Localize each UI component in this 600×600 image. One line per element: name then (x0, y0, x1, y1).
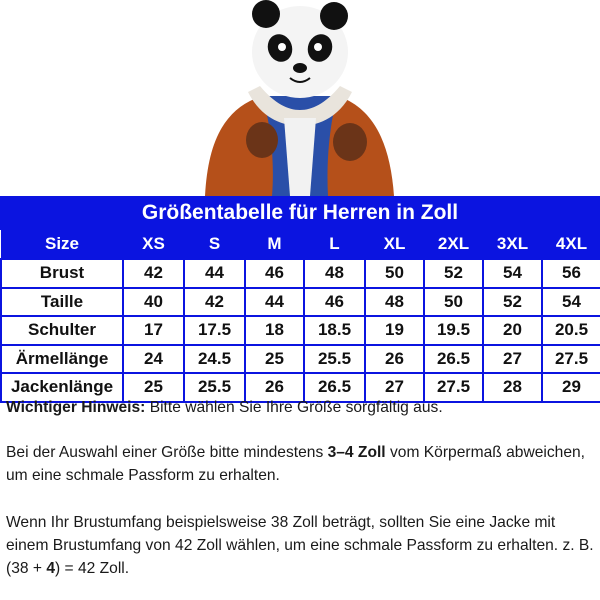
row-label: Jackenlänge (1, 373, 123, 402)
table-cell: 17.5 (184, 316, 245, 345)
table-cell: 26.5 (424, 345, 483, 374)
header-4xl: 4XL (542, 230, 600, 259)
note-p3-a: Wenn Ihr Brustumfang beispielsweise 38 Zoll beträgt, sollten Sie eine Jacke mit einem Brustumfang von 42 Zoll wählen, um eine schmale Passform zu erhalten. z. B. (38 + (6, 514, 594, 577)
table-row (1, 288, 600, 317)
table-cell: 25.5 (304, 345, 365, 374)
table-row (1, 345, 600, 374)
table-cell: 18 (245, 316, 304, 345)
header-3xl: 3XL (483, 230, 542, 259)
table-cell: 27.5 (542, 345, 600, 374)
note-p2-b: vom Körpermaß abweichen, um eine schmale Passform zu erhalten. (6, 444, 585, 484)
header-2xl: 2XL (424, 230, 483, 259)
size-chart-title: Größentabelle für Herren in Zoll (0, 196, 600, 230)
panda-ear-left (252, 0, 280, 28)
table-cell: 26 (245, 373, 304, 402)
panda-eye-right (314, 43, 322, 51)
table-cell: 56 (542, 259, 600, 288)
note-p3-b: ) = 42 Zoll. (55, 560, 130, 577)
note-hint-text: Bitte wählen Sie Ihre Größe sorgfältig aus. (145, 399, 443, 416)
table-cell: 24 (123, 345, 184, 374)
table-cell: 50 (365, 259, 424, 288)
note-p2-a: Bei der Auswahl einer Größe bitte mindestens (6, 444, 328, 461)
table-cell: 48 (365, 288, 424, 317)
table-row (1, 316, 600, 345)
table-cell: 54 (483, 259, 542, 288)
table-cell: 20.5 (542, 316, 600, 345)
row-label: Schulter (1, 316, 123, 345)
table-cell: 44 (245, 288, 304, 317)
table-cell: 25 (123, 373, 184, 402)
table-cell: 52 (483, 288, 542, 317)
table-cell: 20 (483, 316, 542, 345)
header-m: M (245, 230, 304, 259)
panda-eye-left (278, 43, 286, 51)
hero-illustration (0, 0, 600, 196)
header-l: L (304, 230, 365, 259)
table-row (1, 259, 600, 288)
row-label: Taille (1, 288, 123, 317)
table-cell: 46 (245, 259, 304, 288)
note-p2-bold: 3–4 Zoll (327, 444, 386, 461)
table-cell: 17 (123, 316, 184, 345)
table-cell: 25.5 (184, 373, 245, 402)
note-p3-bold: 4 (46, 560, 55, 577)
table-cell: 44 (184, 259, 245, 288)
header-size: Size (1, 230, 123, 259)
table-cell: 40 (123, 288, 184, 317)
table-cell: 19 (365, 316, 424, 345)
table-cell: 19.5 (424, 316, 483, 345)
size-header-row (1, 230, 600, 259)
table-cell: 25 (245, 345, 304, 374)
table-cell: 18.5 (304, 316, 365, 345)
table-cell: 50 (424, 288, 483, 317)
panda-ear-right (320, 2, 348, 30)
header-xl: XL (365, 230, 424, 259)
note-hint (6, 396, 596, 419)
panda-mascot-illustration (0, 0, 600, 196)
panda-nose (293, 63, 307, 73)
table-cell: 28 (483, 373, 542, 402)
table-cell: 26 (365, 345, 424, 374)
table-cell: 27 (483, 345, 542, 374)
header-xs: XS (123, 230, 184, 259)
row-label: Ärmellänge (1, 345, 123, 374)
table-cell: 54 (542, 288, 600, 317)
header-s: S (184, 230, 245, 259)
note-paragraph-3 (6, 511, 596, 580)
size-chart (0, 196, 600, 403)
table-cell: 27.5 (424, 373, 483, 402)
table-cell: 29 (542, 373, 600, 402)
note-paragraph-2 (6, 441, 596, 487)
table-cell: 46 (304, 288, 365, 317)
table-cell: 48 (304, 259, 365, 288)
right-glove (333, 123, 367, 161)
row-label: Brust (1, 259, 123, 288)
table-cell: 52 (424, 259, 483, 288)
size-table (0, 230, 600, 403)
note-hint-label: Wichtiger Hinweis: (6, 399, 146, 416)
table-cell: 24.5 (184, 345, 245, 374)
left-glove (246, 122, 278, 158)
notes-section (6, 396, 596, 580)
table-cell: 42 (123, 259, 184, 288)
table-cell: 26.5 (304, 373, 365, 402)
table-cell: 42 (184, 288, 245, 317)
table-cell: 27 (365, 373, 424, 402)
